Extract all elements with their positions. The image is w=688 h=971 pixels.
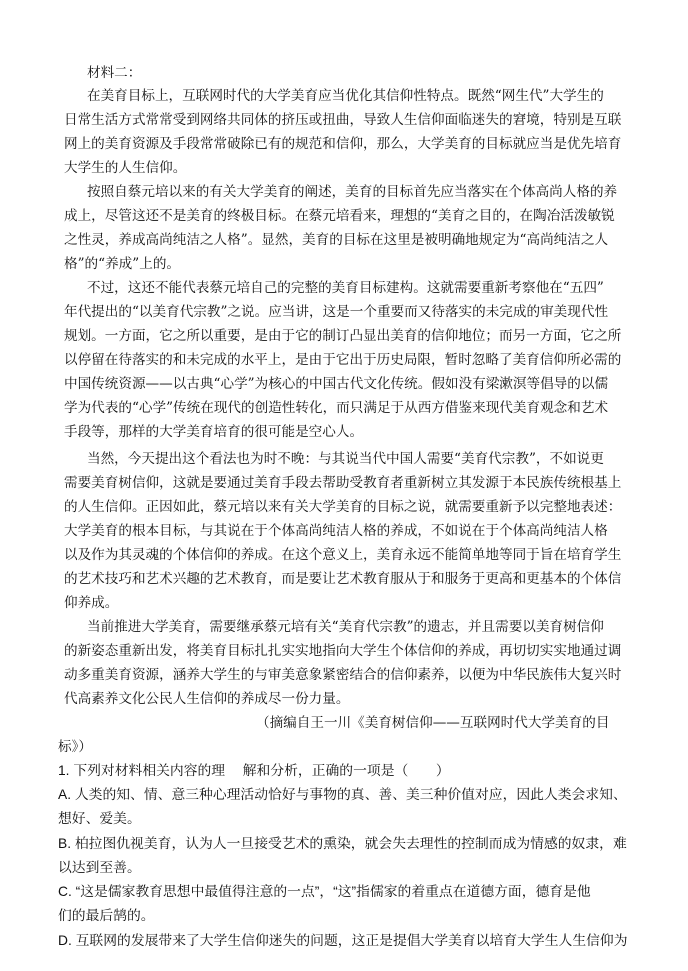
paragraph-line: 学为代表的“心学”传统在现代的创造性转化，而只满足于从西方借鉴来现代美育观念和艺术 [64, 400, 609, 416]
paragraph-line: 手段等，那样的大学美育培育的很可能是空心人。 [64, 424, 364, 440]
option-a-continued: 想好、爱美。 [58, 811, 141, 826]
paragraph-line: 的人生信仰。正因如此，蔡元培以来有关大学美育的目标之说，就需要重新予以完整地表述： [64, 499, 622, 515]
material-heading: 材料二： [87, 65, 142, 81]
paragraph-line: 的新姿态重新出发，将美育目标扎扎实实地指向大学生个体信仰的养成，再切切实实地通过调 [64, 643, 622, 659]
paragraph-line: 动多重美育资源，涵养大学生的与审美意象紧密结合的信仰素养，以便为中华民族伟大复兴时 [64, 667, 622, 683]
paragraph-line: 以及作为其灵魂的个体信仰的养成。在这个意义上，美育永远不能简单地等同于旨在培育学生 [64, 547, 622, 563]
citation-line: 标》） [58, 739, 92, 755]
paragraph-line: 年代提出的“以美育代宗教”之说。应当讲，这是一个重要而又待落实的未完成的审美现代性 [64, 304, 609, 320]
option-c: C. “这是儒家教育思想中最值得注意的一点”，“这”指儒家的着重点在道德方面，德育是他 [58, 884, 591, 899]
citation-line: （摘编自王一川《美育树信仰——互联网时代大学美育的目 [256, 715, 610, 731]
paragraph-line: 网上的美育资源及手段常常破除已有的规范和信仰，那么，大学美育的目标就应当是优先培育 [64, 136, 622, 152]
paragraph-line: 格”的“养成”上的。 [64, 256, 181, 272]
paragraph-line: 当前推进大学美育，需要继承蔡元培有关“美育代宗教”的遗志，并且需要以美育树信仰 [87, 619, 604, 635]
paragraph-line: 成上，尽管这还不是美育的终极目标。在蔡元培看来，理想的“美育之目的，在陶冶活泼敏锐 [64, 208, 615, 224]
option-a: A. 人类的知、情、意三种心理活动恰好与事物的真、善、美三种价值对应，因此人类会求知、 [58, 787, 627, 802]
paragraph-line: 不过，这还不能代表蔡元培自己的完整的美育目标建构。这就需要重新考察他在“五四” [87, 280, 604, 296]
paragraph-line: 日常生活方式常常受到网络共同体的挤压或扭曲，导致人生信仰面临迷失的窘境，特别是互联 [64, 112, 622, 128]
option-b: B. 柏拉图仇视美育，认为人一旦接受艺术的熏染，就会失去理性的控制而成为情感的奴隶，难 [58, 836, 627, 851]
paragraph-line: 之性灵，养成高尚纯洁之人格”。显然，美育的目标在这里是被明确地规定为“高尚纯洁之人 [64, 232, 609, 248]
question-stem: 1. 下列对材料相关内容的理 解和分析，正确的一项是（ ） [58, 763, 450, 778]
paragraph-line: 大学美育的根本目标，与其说在于个体高尚纯洁人格的养成，不如说在于个体高尚纯洁人格 [64, 523, 608, 539]
paragraph-line: 代高素养文化公民人生信仰的养成尽一份力量。 [64, 691, 350, 707]
paragraph-line: 规划。一方面，它之所以重要，是由于它的制订凸显出美育的信仰地位；而另一方面，它之所 [64, 328, 622, 344]
paragraph-line: 的艺术技巧和艺术兴趣的艺术教育，而是要让艺术教育服从于和服务于更高和更基本的个体信 [64, 571, 622, 587]
paragraph-line: 当然，今天提出这个看法也为时不晚：与其说当代中国人需要“美育代宗教”，不如说更 [87, 451, 604, 467]
paragraph-line: 大学生的人生信仰。 [64, 160, 187, 176]
option-c-continued: 们的最后鹄的。 [58, 908, 155, 923]
paragraph-line: 仰养成。 [64, 595, 119, 611]
paragraph-line: 需要美育树信仰，这就是要通过美育手段去帮助受教育者重新树立其发源于本民族传统根基上 [64, 475, 622, 491]
paragraph-line: 在美育目标上，互联网时代的大学美育应当优化其信仰性特点。既然“网生代”大学生的 [87, 88, 604, 104]
option-b-continued: 以达到至善。 [58, 860, 141, 875]
paragraph-line: 按照自蔡元培以来的有关大学美育的阐述，美育的目标首先应当落实在个体高尚人格的养 [87, 184, 618, 200]
option-d: D. 互联网的发展带来了大学生信仰迷失的问题，这正是提倡大学美育以培育大学生人生信仰为 [58, 933, 628, 948]
paragraph-line: 以停留在待落实的和未完成的水平上，是由于它出于历史局限，暂时忽略了美育信仰所必需的 [64, 352, 622, 368]
paragraph-line: 中国传统资源——以古典“心学”为核心的中国古代文化传统。假如没有梁漱溟等倡导的以儒 [64, 376, 609, 392]
